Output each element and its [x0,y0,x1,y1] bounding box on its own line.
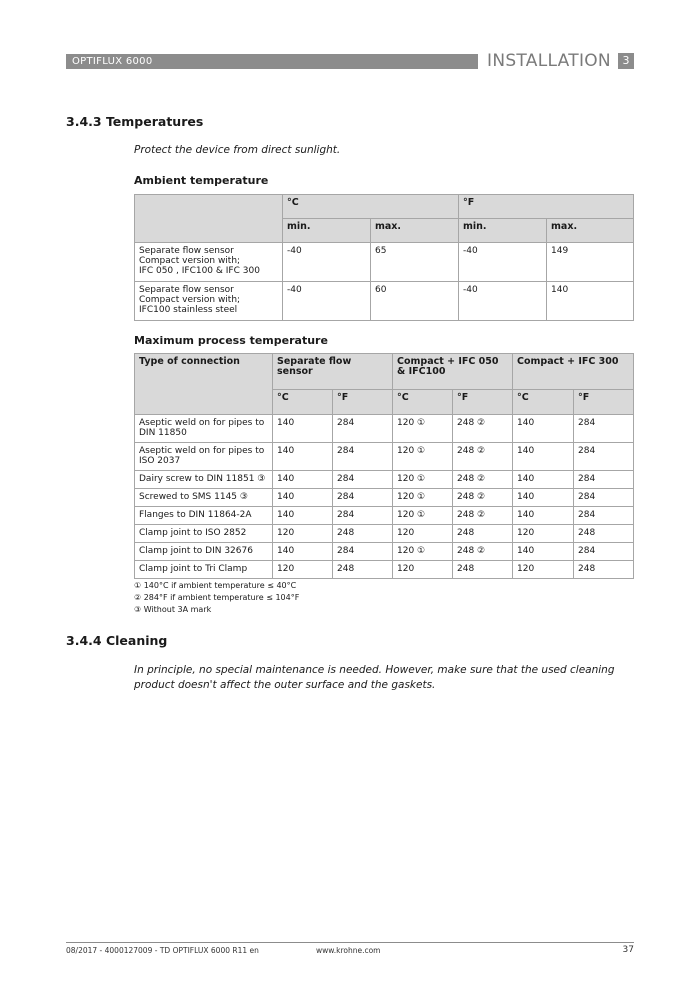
table-cell: -40 [283,282,371,321]
table-row [135,561,634,579]
table-row [135,489,634,507]
table-cell: 284 [333,443,393,471]
unit-c-header: °C [393,390,453,415]
website-link[interactable]: www.krohne.com [316,946,381,955]
table-cell: 60 [371,282,459,321]
unit-f-header: °F [453,390,513,415]
footnote-3: ③ Without 3A mark [134,605,212,614]
footnote-2: ② 284°F if ambient temperature ≤ 104°F [134,593,300,602]
table-cell: 120 [393,525,453,543]
table-row [135,282,634,321]
col-compact300-header: Compact + IFC 300 [513,354,634,390]
table-cell: 120 [393,561,453,579]
table-cell: 120 ① [393,489,453,507]
table-cell: 140 [273,489,333,507]
table-cell: 140 [273,507,333,525]
row-label: Separate flow sensor Compact version with; IFC100 stainless steel [135,282,283,321]
table-cell: 120 ① [393,443,453,471]
ambient-temperature-table [134,194,634,321]
table-cell: 140 [513,471,574,489]
process-temperature-table [134,353,634,579]
table-cell: 120 ① [393,543,453,561]
table-cell: 248 ② [453,471,513,489]
table-cell: 120 [273,525,333,543]
process-table-body [135,415,634,579]
ambient-f-min-header: min. [459,219,547,243]
table-cell: 248 [574,525,634,543]
row-label: Flanges to DIN 11864-2A [135,507,273,525]
table-cell: 284 [333,543,393,561]
table-row [135,507,634,525]
table-cell: 284 [574,489,634,507]
col-compact050-header: Compact + IFC 050 & IFC100 [393,354,513,390]
page-header [66,52,634,70]
table-cell: 149 [547,243,634,282]
table-cell: 248 ② [453,507,513,525]
temperatures-heading: 3.4.3 Temperatures [66,114,204,129]
table-cell: 140 [273,543,333,561]
row-label: Clamp joint to Tri Clamp [135,561,273,579]
footnote-1: ① 140°C if ambient temperature ≤ 40°C [134,581,297,590]
table-cell: 248 ② [453,415,513,443]
table-row [135,443,634,471]
table-cell: 140 [273,415,333,443]
table-cell: -40 [283,243,371,282]
temperatures-intro: Protect the device from direct sunlight. [134,144,341,156]
row-label: Clamp joint to ISO 2852 [135,525,273,543]
document-number: 08/2017 - 4000127009 - TD OPTIFLUX 6000 R11 en [66,946,259,955]
table-row [135,525,634,543]
footnotes [134,580,299,616]
table-cell: 120 [513,525,574,543]
table-row [135,415,634,443]
table-cell: 140 [513,443,574,471]
table-cell: 284 [574,543,634,561]
table-cell: 284 [574,507,634,525]
table-cell: 120 ① [393,507,453,525]
ambient-c-max-header: max. [371,219,459,243]
table-cell: 248 [333,525,393,543]
table-cell: -40 [459,243,547,282]
table-cell: 120 [273,561,333,579]
table-cell: -40 [459,282,547,321]
ambient-unit-f: °F [459,195,634,219]
table-cell: 248 [453,525,513,543]
table-cell: 248 [453,561,513,579]
table-cell: 65 [371,243,459,282]
row-label: Separate flow sensor Compact version with; IFC 050 , IFC100 & IFC 300 [135,243,283,282]
ambient-heading: Ambient temperature [134,174,269,187]
table-cell: 120 ① [393,415,453,443]
table-cell: 248 ② [453,443,513,471]
row-label: Aseptic weld on for pipes to ISO 2037 [135,443,273,471]
table-cell: 120 [513,561,574,579]
table-row [135,471,634,489]
row-label: Clamp joint to DIN 32676 [135,543,273,561]
table-cell: 140 [513,489,574,507]
cleaning-heading: 3.4.4 Cleaning [66,633,168,648]
unit-c-header: °C [273,390,333,415]
table-cell: 140 [273,443,333,471]
table-cell: 284 [333,471,393,489]
table-cell: 284 [574,415,634,443]
process-heading: Maximum process temperature [134,334,328,347]
page-footer [66,942,634,956]
unit-c-header: °C [513,390,574,415]
cleaning-text: In principle, no special maintenance is needed. However, make sure that the used cleaning product doesn't affect the outer surface and the gaskets. [134,664,615,691]
table-cell: 140 [273,471,333,489]
table-cell: 284 [574,443,634,471]
row-label: Aseptic weld on for pipes to DIN 11850 [135,415,273,443]
product-name: OPTIFLUX 6000 [72,56,153,67]
table-row [135,543,634,561]
ambient-corner-cell [135,195,283,243]
ambient-c-min-header: min. [283,219,371,243]
col-type-header: Type of connection [135,354,273,415]
page-number: 37 [622,945,634,955]
col-separate-header: Separate flow sensor [273,354,393,390]
table-cell: 248 [333,561,393,579]
table-cell: 284 [333,415,393,443]
table-row [135,243,634,282]
section-title: INSTALLATION [487,51,611,71]
table-cell: 284 [333,489,393,507]
unit-f-header: °F [574,390,634,415]
table-cell: 248 [574,561,634,579]
row-label: Screwed to SMS 1145 ③ [135,489,273,507]
row-label: Dairy screw to DIN 11851 ③ [135,471,273,489]
table-cell: 284 [574,471,634,489]
unit-f-header: °F [333,390,393,415]
table-cell: 284 [333,507,393,525]
table-cell: 140 [547,282,634,321]
table-cell: 140 [513,507,574,525]
table-cell: 248 ② [453,489,513,507]
table-cell: 140 [513,415,574,443]
table-cell: 120 ① [393,471,453,489]
table-cell: 248 ② [453,543,513,561]
ambient-unit-c: °C [283,195,459,219]
chapter-badge: 3 [618,53,634,69]
table-cell: 140 [513,543,574,561]
ambient-f-max-header: max. [547,219,634,243]
